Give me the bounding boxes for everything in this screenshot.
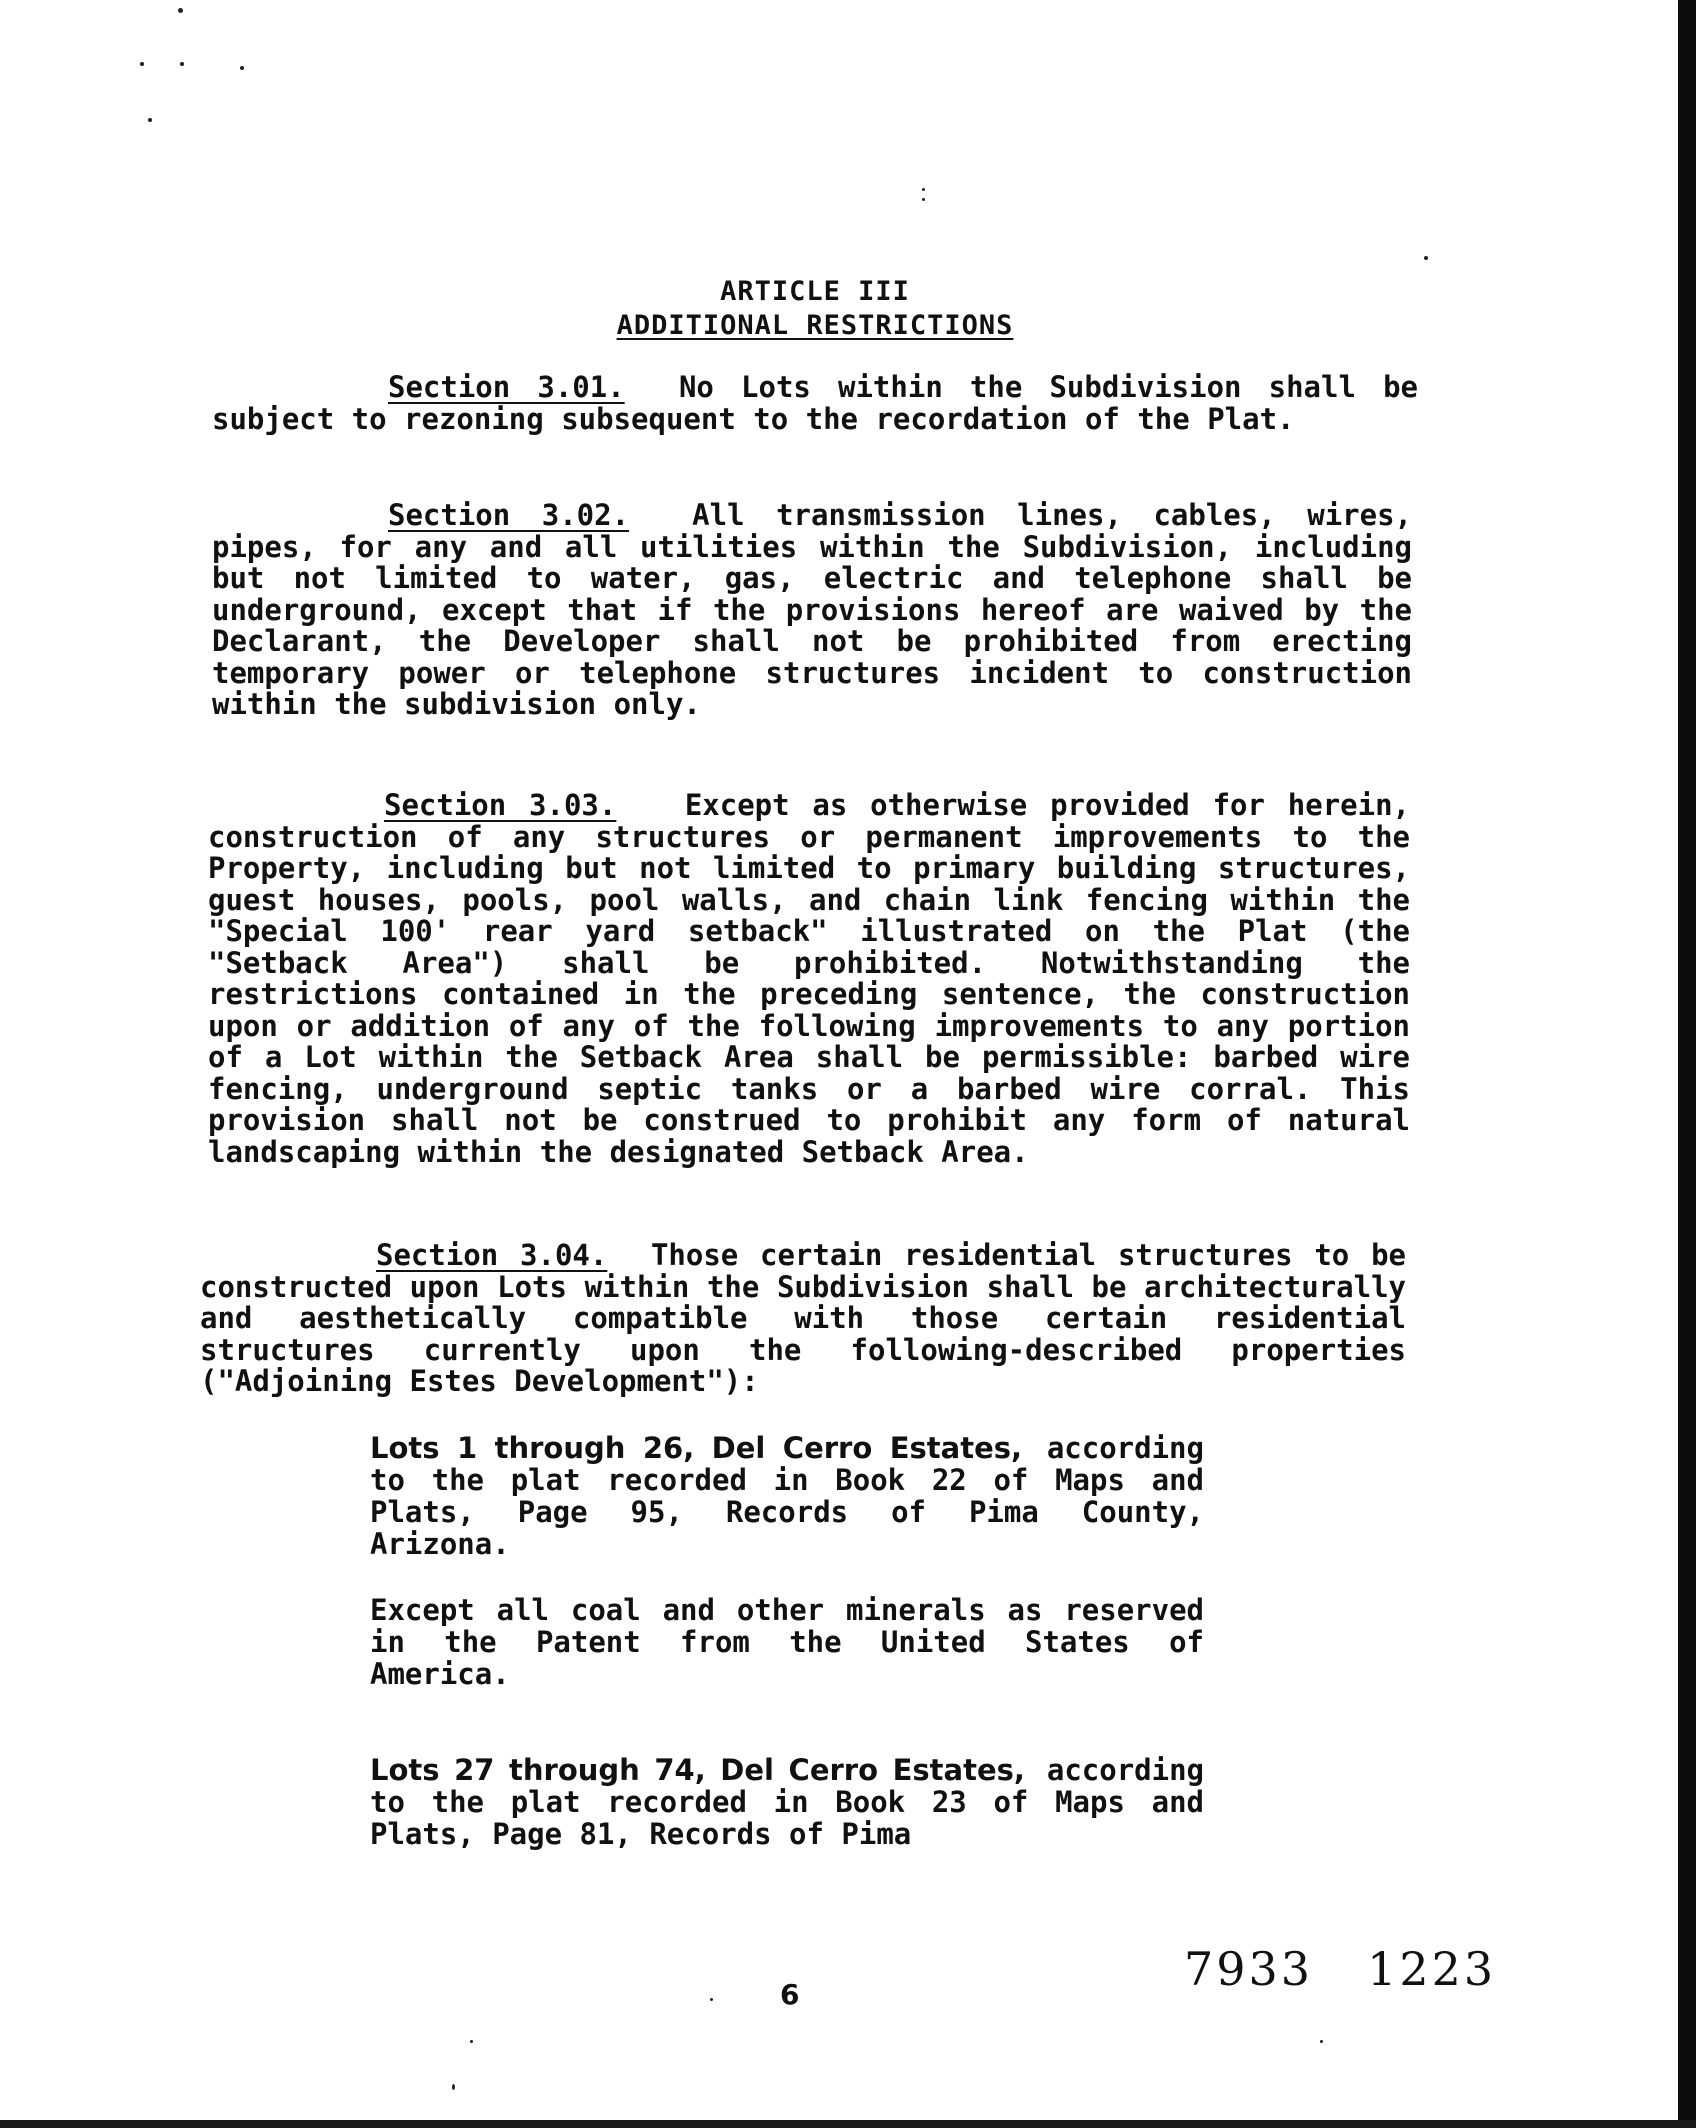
section-3-03 [208, 790, 1410, 1168]
legal-exception [370, 1594, 1204, 1690]
section-label: Section 3.02. [388, 498, 630, 532]
section-text: No Lots within the Subdivision shall be subject to rezoning subsequent to the recordation of the Plat. [212, 370, 1419, 436]
section-3-02 [212, 500, 1412, 721]
scan-speck [452, 2084, 455, 2090]
scan-speck [240, 66, 244, 70]
recording-stamp [1184, 1942, 1550, 1996]
article-subtitle: ADDITIONAL RESTRICTIONS [616, 310, 1014, 341]
scan-speck [1320, 2040, 1323, 2043]
section-text: Those certain residential structures to be constructed upon Lots within the Subdivision shall be architecturally and aesthetically compatible with those certain residential structures currently upon the following-described properties ("Adjoining Estes Development"): [200, 1238, 1406, 1398]
scan-speck [922, 188, 925, 191]
section-text: Except as otherwise provided for herein, construction of any structures or permanent improvements to the Property, including but not limited to primary building structures, guest houses, pools, pool walls, and chain link fencing within the "Special 100' rear yard setback" illustrated on the Plat (the "Setback Area") shall be prohibited. Notwithstanding the restrictions contained in the preceding sentence, the construction upon or addition of any of the following improvements to any portion of a Lot within the Setback Area shall be permissible: barbed wire fencing, underground septic tanks or a barbed wire corral. This provision shall not be construed to prohibit any form of natural landscaping within the designated Setback Area. [208, 788, 1410, 1169]
section-3-01 [212, 372, 1418, 435]
section-3-04 [200, 1240, 1406, 1398]
legal-lead: Lots 1 through 26, Del Cerro Estates, [370, 1431, 1023, 1465]
scan-speck [922, 198, 925, 201]
scan-speck [140, 62, 144, 66]
legal-lead: Lots 27 through 74, Del Cerro Estates, [370, 1753, 1025, 1787]
scan-speck [148, 118, 152, 122]
scan-edge-bottom [0, 2120, 1696, 2128]
legal-text: according to the plat recorded in Book 23 of Maps and Plats, Page 81, Records of Pima [370, 1753, 1204, 1851]
legal-description [370, 1432, 1204, 1560]
scan-speck [470, 2040, 473, 2043]
section-label: Section 3.03. [384, 788, 617, 822]
scan-edge-right [1678, 0, 1696, 2128]
scan-speck [1424, 256, 1428, 260]
section-label: Section 3.01. [388, 370, 625, 404]
page-number: 6 [780, 1978, 800, 2011]
section-text: All transmission lines, cables, wires, pipes, for any and all utilities within the Subdivision, including but not limited to water, gas, electric and telephone shall be underground, except that if the provisions hereof are waived by the Declarant, the Developer shall not be prohibited from erecting temporary power or telephone structures incident to construction within the subdivision only. [212, 498, 1412, 721]
docket-page: 1223 [1367, 1942, 1497, 1996]
section-label: Section 3.04. [376, 1238, 608, 1272]
scan-speck [710, 1998, 713, 2001]
legal-description [370, 1754, 1204, 1850]
article-title: ARTICLE III [720, 276, 910, 307]
scan-speck [178, 8, 183, 13]
docket-number: 7933 [1184, 1942, 1314, 1996]
legal-text: Except all coal and other minerals as reserved in the Patent from the United States of America. [370, 1593, 1204, 1691]
scan-speck [180, 62, 184, 66]
legal-text: according to the plat recorded in Book 22 of Maps and Plats, Page 95, Records of Pima County, Arizona. [370, 1431, 1204, 1561]
